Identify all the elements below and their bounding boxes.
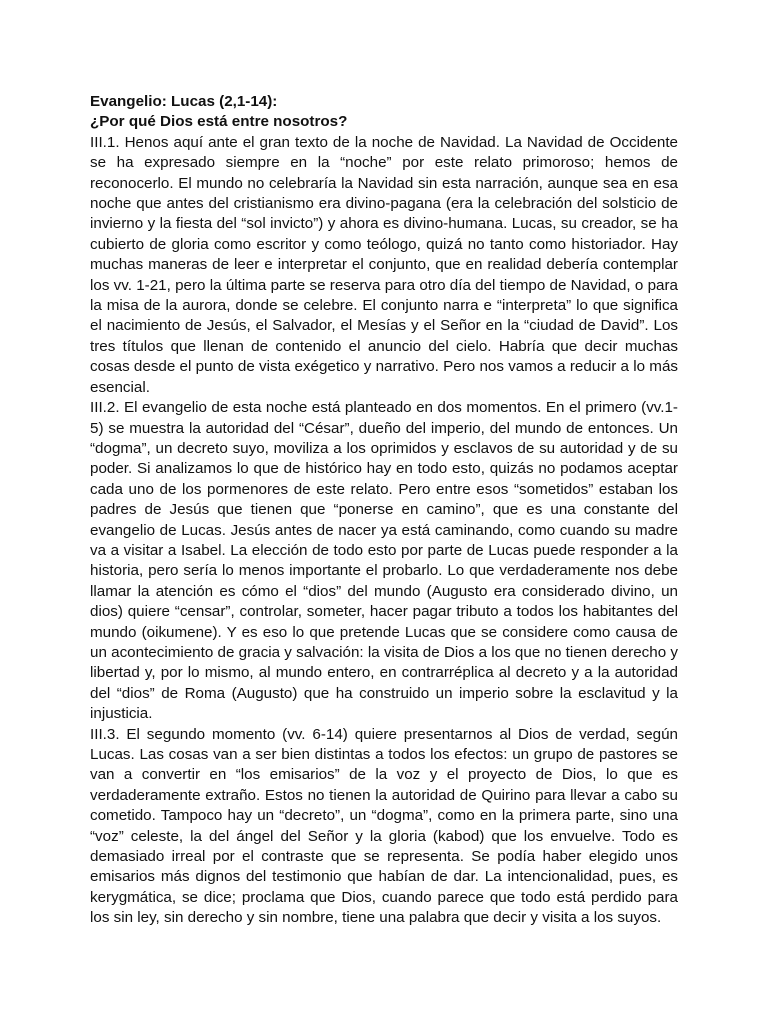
paragraph-1: III.1. Henos aquí ante el gran texto de la noche de Navidad. La Navidad de Occidente se ha expresado siempre en la “noche” por este relato primoroso; hemos de reconocerlo. El mundo no celebraría la Navidad sin esta narración, aunque sea en esa noche que antes del cristianismo era divino-pagana (era la celebración del solsticio de invierno y la fiesta del “sol invicto”) y ahora es divino-humana. Lucas, su creador, se ha cubierto de gloria como escritor y como teólogo, quizá no tanto como historiador. Hay muchas maneras de leer e interpretar el conjunto, que en realidad debería contemplar los vv. 1-21, pero la última parte se reserva para otro día del tiempo de Navidad, o para la misa de la aurora, donde se celebre. El conjunto narra e “interpreta” lo que significa el nacimiento de Jesús, el Salvador, el Mesías y el Señor en la “ciudad de David”. Los tres títulos que llenan de contenido el anuncio del cielo. Habría que decir muchas cosas desde el punto de vista exégetico y narrativo. Pero nos vamos a reducir a lo más esencial. bbox=[90, 133, 678, 396]
paragraph-3: III.3. El segundo momento (vv. 6-14) quiere presentarnos al Dios de verdad, según Lucas. Las cosas van a ser bien distintas a todos los efectos: un grupo de pastores se van a convertir en “los emisarios” de la voz y el proyecto de Dios, lo que es verdaderamente extraño. Estos no tienen la autoridad de Quirino para llevar a cabo su cometido. Tampoco hay un “decreto”, un “dogma”, como en la primera parte, sino una “voz” celeste, la del ángel del Señor y la gloria (kabod) que los envuelve. Todo es demasiado irreal por el contraste que se representa. Se podía haber elegido unos emisarios más dignos del testimonio que habían de dar. La intencionalidad, pues, es kerygmática, se dice; proclama que Dios, cuando parece que todo está perdido para los sin ley, sin derecho y sin nombre, tiene una palabra que decir y visita a los suyos. bbox=[90, 725, 678, 927]
paragraph-2: III.2. El evangelio de esta noche está planteado en dos momentos. En el primero (vv.1-5) se muestra la autoridad del “César”, dueño del imperio, del mundo de entonces. Un “dogma”, un decreto suyo, moviliza a los oprimidos y esclavos de su autoridad y de su poder. Si analizamos lo que de histórico hay en todo esto, quizás no podamos aceptar cada uno de los pormenores de este relato. Pero entre esos “sometidos” estaban los padres de Jesús que tienen que “ponerse en camino”, que es una constante del evangelio de Lucas. Jesús antes de nacer ya está caminando, como cuando su madre va a visitar a Isabel. La elección de todo esto por parte de Lucas puede responder a la historia, pero sería lo menos importante el probarlo. Lo que verdaderamente nos debe llamar la atención es cómo el “dios” del mundo (Augusto era considerado divino, un dios) quiere “censar”, controlar, someter, hacer pagar tributo a todos los habitantes del mundo (oikumene). Y es eso lo que pretende Lucas que se considere como causa de un acontecimiento de gracia y salvación: la visita de Dios a los que no tienen derecho y libertad y, por lo mismo, al mundo entero, en contrarréplica al decreto y a la autoridad del “dios” de Roma (Augusto) que ha construido un imperio sobre la esclavitud y la injusticia. bbox=[90, 399, 678, 723]
document-subtitle: ¿Por qué Dios está entre nosotros? bbox=[90, 113, 348, 131]
document-title: Evangelio: Lucas (2,1-14): bbox=[90, 93, 278, 110]
document-page bbox=[90, 92, 678, 929]
